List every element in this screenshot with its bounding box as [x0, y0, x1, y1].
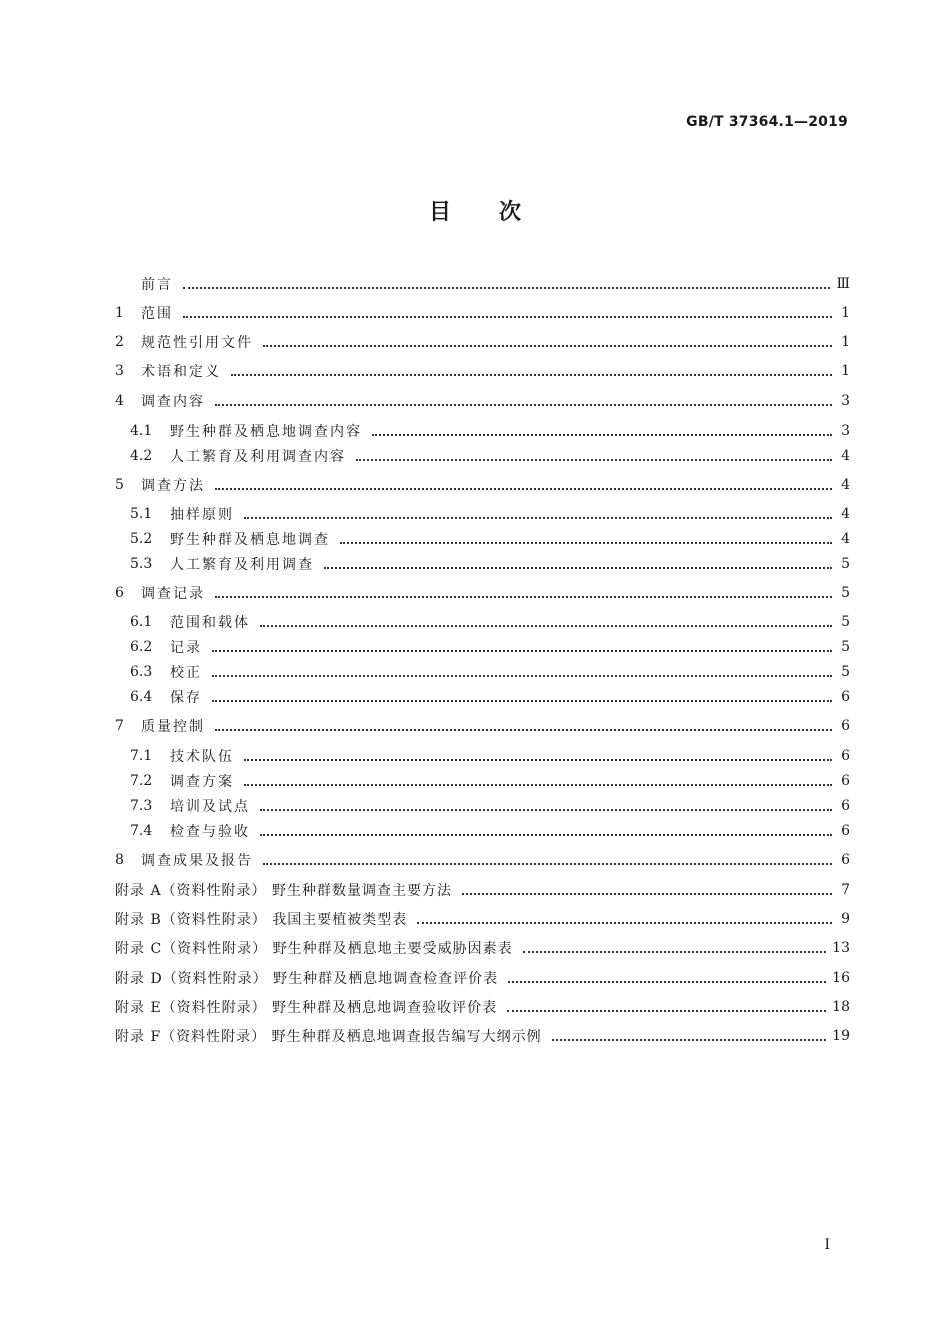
toc-entry[interactable]: [115, 503, 850, 525]
toc-entry-page: 5: [841, 585, 850, 601]
toc-entry-number: 5.3: [130, 556, 153, 572]
toc-entry-page: 6: [841, 748, 850, 764]
toc-leader-dots: [552, 1037, 827, 1041]
toc-entry[interactable]: [115, 445, 850, 467]
toc-leader-dots: [340, 540, 832, 544]
toc-entry-page: 5: [841, 664, 850, 680]
toc-entry-page: 3: [841, 423, 850, 439]
toc-entry-number: 7.2: [130, 773, 153, 789]
toc-leader-dots: [212, 673, 832, 677]
toc-entry-title: 术语和定义: [141, 364, 221, 380]
toc-entry-title: 野生种群及栖息地调查内容: [170, 424, 362, 440]
toc-entry-title: 附录 F（资料性附录） 野生种群及栖息地调查报告编写大纲示例: [115, 1029, 542, 1045]
toc-entry-number: 5.1: [130, 506, 153, 522]
toc-entry-title: 调查内容: [141, 394, 205, 410]
page-title-part2: 次: [499, 200, 522, 225]
toc-entry-number: 4: [115, 393, 124, 409]
toc-entry-number: 4.2: [130, 448, 153, 464]
toc-entry-number: 7.1: [130, 748, 153, 764]
toc-leader-dots: [244, 757, 832, 761]
toc-entry-title: 附录 D（资料性附录） 野生种群及栖息地调查检查评价表: [115, 971, 499, 987]
toc-leader-dots: [263, 343, 832, 347]
toc-leader-dots: [260, 832, 832, 836]
toc-leader-dots: [508, 979, 826, 983]
toc-entry-page: 1: [841, 305, 850, 321]
toc-entry[interactable]: [115, 820, 850, 842]
toc-entry-title: 保存: [170, 690, 202, 706]
toc-entry-title: 调查成果及报告: [141, 853, 253, 869]
toc-leader-dots: [215, 486, 832, 490]
toc-entry-number: 5.2: [130, 531, 153, 547]
toc-entry[interactable]: [115, 273, 850, 295]
toc-entry-page: 6: [841, 773, 850, 789]
toc-entry-page: 4: [841, 531, 850, 547]
toc-entry-page: 18: [832, 999, 850, 1015]
toc-entry-number: 4.1: [130, 423, 153, 439]
toc-entry[interactable]: [115, 360, 850, 382]
toc-entry-title: 调查方法: [141, 478, 205, 494]
toc-entry[interactable]: [115, 331, 850, 353]
toc-entry-number: 6.3: [130, 664, 153, 680]
toc-entry-page: 7: [841, 882, 850, 898]
toc-entry[interactable]: [115, 636, 850, 658]
toc-leader-dots: [372, 432, 832, 436]
toc-entry[interactable]: [115, 849, 850, 871]
toc-entry-title: 校正: [170, 665, 202, 681]
toc-entry[interactable]: [115, 770, 850, 792]
toc-entry-number: 3: [115, 363, 124, 379]
toc-entry-title: 调查方案: [170, 774, 234, 790]
toc-entry-page: 4: [841, 448, 850, 464]
toc-leader-dots: [417, 920, 832, 924]
toc-leader-dots: [462, 891, 832, 895]
toc-entry-title: 调查记录: [141, 586, 205, 602]
toc-entry-page: 16: [832, 970, 850, 986]
toc-leader-dots: [263, 861, 832, 865]
toc-entry[interactable]: [115, 908, 850, 930]
toc-entry[interactable]: [115, 795, 850, 817]
toc-entry-page: 1: [841, 334, 850, 350]
toc-entry-page: 6: [841, 852, 850, 868]
toc-entry-title: 规范性引用文件: [141, 335, 253, 351]
toc-leader-dots: [183, 314, 832, 318]
toc-leader-dots: [324, 565, 832, 569]
toc-entry-title: 范围和载体: [170, 615, 250, 631]
toc-entry[interactable]: [115, 967, 850, 989]
toc-entry-title: 野生种群及栖息地调查: [170, 532, 330, 548]
document-code: GB/T 37364.1—2019: [686, 114, 848, 130]
toc-entry-title: 检查与验收: [170, 824, 250, 840]
toc-entry-page: 6: [841, 718, 850, 734]
toc-leader-dots: [212, 698, 832, 702]
toc-leader-dots: [215, 594, 832, 598]
toc-leader-dots: [215, 402, 832, 406]
page-title-part1: 目: [428, 200, 451, 225]
toc-entry[interactable]: [115, 661, 850, 683]
toc-entry-title: 附录 A（资料性附录） 野生种群数量调查主要方法: [115, 883, 453, 899]
toc-entry-page: 6: [841, 689, 850, 705]
toc-leader-dots: [212, 648, 832, 652]
toc-entry[interactable]: [115, 611, 850, 633]
toc-entry-title: 附录 C（资料性附录） 野生种群及栖息地主要受威胁因素表: [115, 941, 513, 957]
toc-entry-page: 19: [832, 1028, 850, 1044]
toc-entry-page: 3: [841, 393, 850, 409]
toc-leader-dots: [244, 782, 832, 786]
toc-leader-dots: [260, 623, 832, 627]
toc-entry-title: 抽样原则: [170, 507, 234, 523]
toc-leader-dots: [231, 372, 832, 376]
toc-entry-title: 记录: [170, 640, 202, 656]
toc-entry-page: 4: [841, 477, 850, 493]
toc-entry-title: 人工繁育及利用调查内容: [170, 449, 346, 465]
toc-entry[interactable]: [115, 937, 850, 959]
toc-entry-page: 9: [841, 911, 850, 927]
toc-entry[interactable]: [115, 715, 850, 737]
toc-entry-page: 13: [832, 940, 850, 956]
toc-entry-page: 5: [841, 639, 850, 655]
toc-entry-title: 附录 B（资料性附录） 我国主要植被类型表: [115, 912, 408, 928]
toc-entry[interactable]: [115, 390, 850, 412]
toc-entry-title: 人工繁育及利用调查: [170, 557, 314, 573]
toc-entry-number: 6.2: [130, 639, 153, 655]
toc-entry-title: 技术队伍: [170, 749, 234, 765]
toc-entry-number: 7: [115, 718, 124, 734]
toc-entry[interactable]: [115, 1025, 850, 1047]
toc-entry-number: 8: [115, 852, 124, 868]
toc-entry[interactable]: [115, 745, 850, 767]
toc-entry-number: 1: [115, 305, 124, 321]
toc-entry-page: 6: [841, 798, 850, 814]
toc-entry-page: 4: [841, 506, 850, 522]
toc-entry-number: 7.3: [130, 798, 153, 814]
toc-entry-title: 范围: [141, 306, 173, 322]
toc-entry-title: 培训及试点: [170, 799, 250, 815]
toc-entry-page: 5: [841, 614, 850, 630]
toc-entry-title: 质量控制: [141, 719, 205, 735]
page-number: I: [824, 1237, 830, 1253]
toc-leader-dots: [507, 1008, 826, 1012]
toc-leader-dots: [183, 285, 830, 289]
toc-entry-title: 附录 E（资料性附录） 野生种群及栖息地调查验收评价表: [115, 1000, 498, 1016]
toc-entry-page: Ⅲ: [836, 276, 850, 292]
toc-entry[interactable]: [115, 474, 850, 496]
toc-entry-page: 6: [841, 823, 850, 839]
toc-leader-dots: [356, 457, 832, 461]
toc-leader-dots: [215, 727, 832, 731]
toc-entry-title: 前言: [141, 277, 173, 293]
toc-entry[interactable]: [115, 879, 850, 901]
toc-entry[interactable]: [115, 553, 850, 575]
toc-entry-number: 5: [115, 477, 124, 493]
toc-leader-dots: [244, 515, 832, 519]
toc-entry[interactable]: [115, 302, 850, 324]
toc-entry-number: 2: [115, 334, 124, 350]
toc-entry-number: 7.4: [130, 823, 153, 839]
toc-leader-dots: [260, 807, 832, 811]
toc-leader-dots: [523, 949, 827, 953]
toc-entry-number: 6: [115, 585, 124, 601]
toc-entry-number: 6.4: [130, 689, 153, 705]
toc-entry[interactable]: [115, 582, 850, 604]
toc-entry[interactable]: [115, 528, 850, 550]
toc-entry-page: 5: [841, 556, 850, 572]
toc-entry-page: 1: [841, 363, 850, 379]
page-title: [0, 195, 950, 226]
toc-entry[interactable]: [115, 686, 850, 708]
toc-entry[interactable]: [115, 996, 850, 1018]
toc-entry-number: 6.1: [130, 614, 153, 630]
toc-entry[interactable]: [115, 420, 850, 442]
